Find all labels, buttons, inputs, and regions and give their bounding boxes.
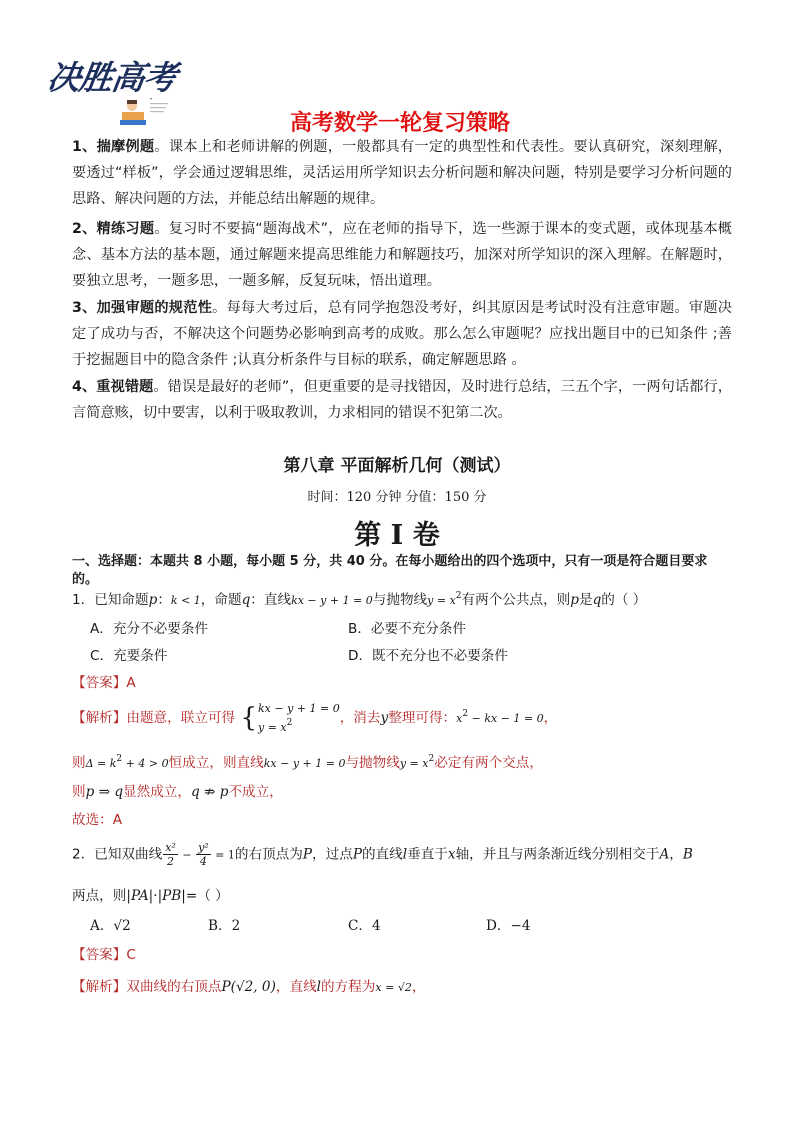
q2-text: ，直线 bbox=[275, 979, 317, 995]
q2-text: 2．已知双曲线 bbox=[72, 846, 163, 863]
q2-option-a: A．√2 bbox=[90, 918, 131, 934]
logo bbox=[44, 52, 179, 130]
line-l: l bbox=[316, 979, 322, 995]
strategy-4 bbox=[72, 374, 732, 426]
non-implication: q ⇏ p bbox=[191, 784, 229, 800]
delta-expr: Δ = k bbox=[85, 757, 117, 770]
q1-text: ，命题 bbox=[200, 592, 242, 608]
q1-analysis-line3 bbox=[72, 780, 283, 800]
strategy-body: 。每每大考过后，总有同学抱怨没考好，纠其原因是考试时没有注意审题。审题决定了成功与否，不解决这个问题势必影响到高考的成败。那么怎么审题呢？应找出题目中的已知条件 ;善于挖掘题目中的隐含条件 ;认真分析条件与目标的联系，确定解题思路 。 bbox=[72, 300, 732, 368]
strategy-head: 揣摩例题 bbox=[96, 139, 155, 155]
point-A: A bbox=[659, 846, 670, 863]
minus-sign: − bbox=[178, 848, 196, 862]
q1-option-a: A．充分不必要条件 bbox=[90, 621, 209, 637]
q2-text: =（ ） bbox=[185, 888, 229, 904]
q1-text: 显然成立， bbox=[123, 784, 191, 800]
superscript-2: 2 bbox=[116, 754, 123, 764]
point-P: P bbox=[352, 846, 362, 863]
implication: p ⇒ q bbox=[85, 784, 124, 800]
q1-p: p bbox=[570, 592, 579, 608]
strategy-head: 精练习题 bbox=[96, 221, 155, 237]
q1-text: 整理可得： bbox=[388, 710, 457, 726]
q1-p: p bbox=[148, 592, 158, 608]
q2-text: 的直线 bbox=[361, 846, 403, 863]
axis-x: x bbox=[447, 846, 456, 863]
q1-text: 与抛物线 bbox=[345, 755, 400, 771]
q2-text: ， bbox=[411, 979, 426, 995]
product-expr: |PA|·|PB| bbox=[126, 888, 186, 904]
fraction-num: y² bbox=[198, 841, 209, 854]
fraction-x2-over-2 bbox=[163, 841, 178, 868]
q1-analysis-line2 bbox=[72, 751, 543, 771]
strategy-num: 1、 bbox=[72, 139, 97, 155]
volume-title: 第 I 卷 bbox=[354, 520, 440, 551]
q1-line-eq: kx − y + 1 = 0 bbox=[263, 757, 346, 770]
line-eq: x = √2 bbox=[375, 981, 412, 994]
system-brace: { bbox=[240, 703, 257, 733]
strategy-body: 。复习时不要搞“题海战术”，应在老师的指导下，选一些源于课本的变式题，或体现基本概念、基本方法的基本题，通过解题来提高思维能力和解题技巧，加深对所学知识的深入理解。在解题时，要独立思考，一题多思，一题多解，反复玩味，悟出道理。 bbox=[72, 221, 732, 289]
q1-option-c: C．充要条件 bbox=[90, 648, 168, 664]
strategy-head: 重视错题 bbox=[96, 379, 154, 395]
var-y: y bbox=[380, 710, 389, 726]
strategy-head: 加强审题的规范性 bbox=[96, 300, 213, 316]
analysis-label: 【解析】 bbox=[72, 710, 127, 726]
section-instruction: 一、选择题：本题共 8 小题，每小题 5 分，共 40 分。在每小题给出的四个选项中，只有一项是符合题目要求的。 bbox=[72, 554, 708, 587]
q2-stem-line2 bbox=[72, 884, 229, 904]
q1-text: 恒成立，则直线 bbox=[168, 755, 264, 771]
q1-text: 不成立， bbox=[228, 784, 283, 800]
time-line: 时间：120 分钟 分值：150 分 bbox=[307, 490, 487, 505]
main-title: 高考数学一轮复习策略 bbox=[289, 111, 510, 136]
system-eq-2-row bbox=[258, 716, 340, 735]
equation-system bbox=[258, 701, 340, 735]
strategy-1 bbox=[72, 134, 732, 212]
q1-text: ：直线 bbox=[250, 592, 292, 608]
q2-option-d: D．−4 bbox=[486, 918, 531, 934]
q1-option-b: B．必要不充分条件 bbox=[348, 621, 467, 637]
q1-text: 由题意，联立可得 bbox=[126, 710, 236, 726]
eq-rest: − kx − 1 = 0 bbox=[468, 712, 544, 725]
fraction-num: x² bbox=[165, 841, 176, 854]
q1-conclusion: 故选：A bbox=[72, 812, 123, 828]
fraction-den: 4 bbox=[199, 855, 207, 868]
delta-expr-rest: + 4 > 0 bbox=[122, 757, 169, 770]
q1-text: 则 bbox=[72, 784, 86, 800]
q1-text: 的（ ） bbox=[601, 592, 647, 608]
q1-text: ： bbox=[157, 592, 171, 608]
point-B: B bbox=[682, 846, 693, 863]
q1-text: 与抛物线 bbox=[372, 592, 428, 608]
q2-text: ， bbox=[669, 846, 683, 863]
answer-label: 【答案】 bbox=[72, 675, 127, 691]
q1-text: 则 bbox=[72, 755, 86, 771]
strategy-3 bbox=[72, 295, 732, 373]
q2-text: 双曲线的右顶点 bbox=[126, 979, 222, 995]
line-l: l bbox=[402, 846, 408, 863]
strategy-body: 。课本上和老师讲解的例题，一般都具有一定的典型性和代表性。要认真研究，深刻理解，要透过“样板”，学会通过逻辑思维，灵活运用所学知识去分析问题和解决问题，特别是要学习分析问题的思路、解决问题的方法，并能总结出解题的规律。 bbox=[72, 139, 732, 207]
strategy-2 bbox=[72, 216, 732, 294]
q2-option-c: C．4 bbox=[348, 918, 381, 934]
answer-value: C bbox=[126, 947, 136, 963]
q1-line-eq: kx − y + 1 = 0 bbox=[291, 594, 373, 607]
q1-text: 是 bbox=[578, 592, 593, 608]
q1-q: q bbox=[241, 592, 251, 608]
point-expr: P(√2, 0) bbox=[221, 979, 276, 995]
q1-analysis-line1 bbox=[72, 701, 557, 735]
q1-answer bbox=[72, 671, 136, 691]
q2-text: 的方程为 bbox=[321, 979, 376, 995]
q1-stem bbox=[72, 588, 646, 608]
system-eq-2: y = x bbox=[258, 721, 287, 734]
q2-text: 的右顶点为 bbox=[234, 846, 303, 863]
fraction-den: 2 bbox=[167, 855, 175, 868]
chapter-title: 第八章 平面解析几何（测试） bbox=[283, 456, 511, 476]
q2-text: 垂直于 bbox=[407, 846, 448, 863]
answer-label: 【答案】 bbox=[72, 947, 127, 963]
strategy-num: 4、 bbox=[72, 379, 97, 395]
superscript-2: 2 bbox=[455, 591, 462, 601]
q1-text: 有两个公共点，则 bbox=[461, 592, 571, 608]
fraction-y2-over-4 bbox=[196, 841, 211, 868]
q2-text: 轴，并且与两条渐近线分别相交于 bbox=[455, 846, 660, 863]
q1-text: 必定有两个交点， bbox=[434, 755, 543, 771]
equals-one: = 1 bbox=[211, 848, 235, 862]
superscript-2: 2 bbox=[428, 754, 435, 764]
q1-parabola: y = x bbox=[399, 757, 429, 770]
q1-text: ， bbox=[543, 710, 558, 726]
strategy-body: 。错误是最好的老师”，但更重要的是寻找错因，及时进行总结，三五个字，一两句话都行，言简意赅，切中要害，以利于吸取教训，力求相同的错误不犯第二次。 bbox=[72, 379, 732, 421]
q1-cond: k < 1 bbox=[170, 594, 201, 607]
q1-text: 1．已知命题 bbox=[72, 592, 149, 608]
logo-illustration bbox=[116, 92, 174, 128]
answer-value: A bbox=[126, 675, 136, 691]
q1-parabola: y = x bbox=[427, 594, 456, 607]
system-eq-1: kx − y + 1 = 0 bbox=[258, 702, 340, 715]
strategy-num: 2、 bbox=[72, 221, 97, 237]
q2-answer bbox=[72, 943, 136, 963]
superscript-2: 2 bbox=[286, 718, 293, 728]
q2-stem-line1 bbox=[72, 841, 693, 868]
strategy-num: 3、 bbox=[72, 300, 97, 316]
q1-q: q bbox=[592, 592, 602, 608]
q2-option-b: B．2 bbox=[208, 918, 241, 934]
superscript-2: 2 bbox=[462, 709, 469, 719]
q2-text: 两点，则 bbox=[72, 888, 127, 904]
q2-analysis bbox=[72, 975, 425, 995]
analysis-label: 【解析】 bbox=[72, 979, 127, 995]
q1-text: ，消去 bbox=[339, 710, 381, 726]
point-P: P bbox=[302, 846, 313, 863]
q1-option-d: D．既不充分也不必要条件 bbox=[348, 648, 508, 664]
eq-x: x bbox=[456, 712, 463, 725]
logo-text: 决胜高考 bbox=[44, 58, 179, 97]
q2-text: ，过点 bbox=[312, 846, 353, 863]
